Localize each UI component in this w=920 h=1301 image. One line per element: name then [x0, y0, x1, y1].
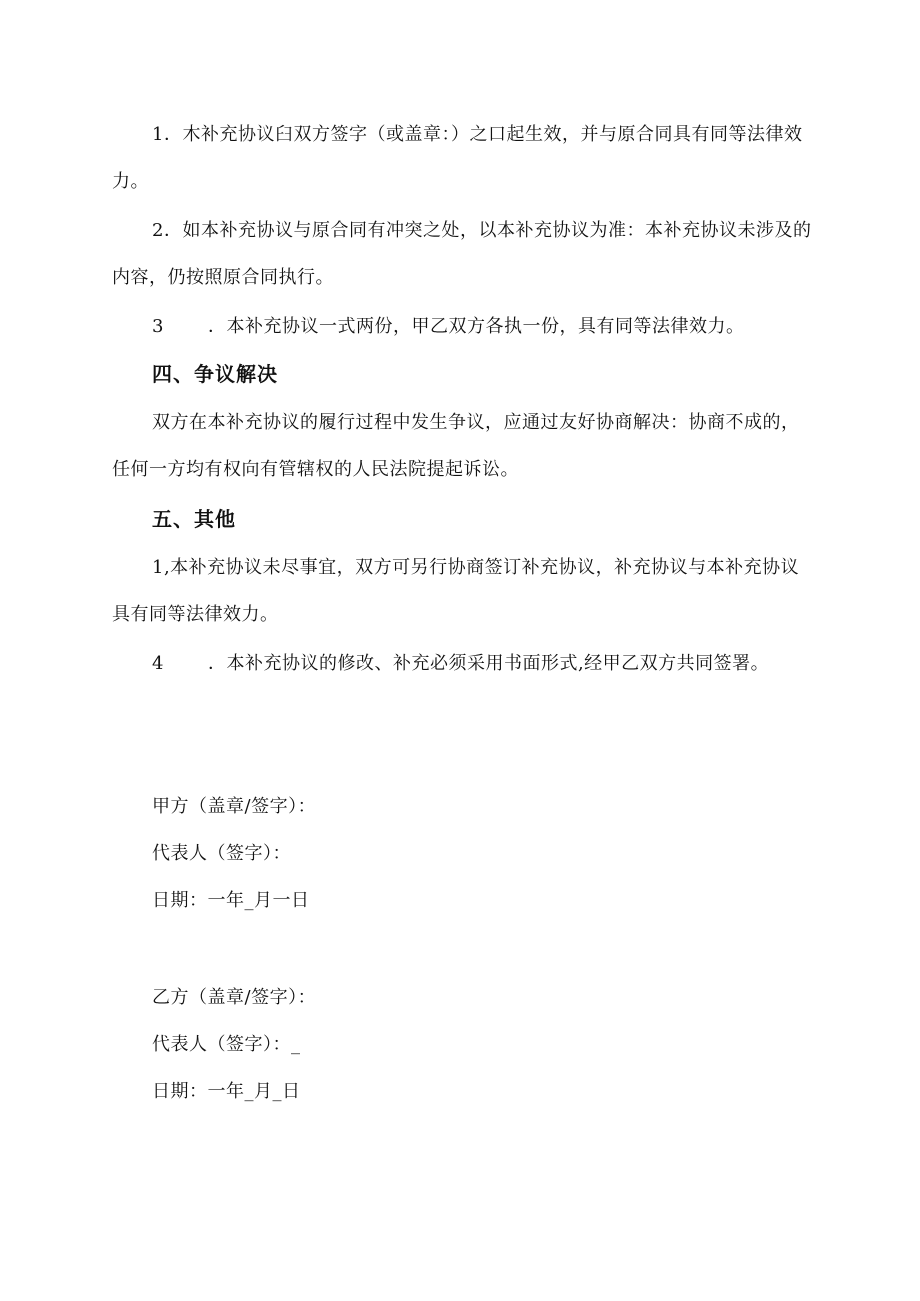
clause-2: 2．如本补充协议与原合同有冲突之处，以本补充协议为准：本补充协议未涉及的内容，仍按照原合同执行。	[112, 220, 812, 288]
clause-1	[112, 111, 812, 205]
section-4-heading: 四、争议解决	[152, 362, 278, 386]
section-5-item-2-text: ．本补充协议的修改、补充必须采用书面形式,经甲乙双方共同签署。	[207, 653, 770, 674]
party-b-seal-line: 乙方（盖章/签字）：	[152, 987, 317, 1008]
clause-3-text: ．本补充协议一式两份，甲乙双方各执一份，具有同等法律效力。	[207, 316, 745, 337]
section-5-item-1: 1,本补充协议未尽事宜，双方可另行协商签订补充协议，补充协议与本补充协议具有同等法律效力。	[112, 557, 800, 625]
section-5-heading: 五、其他	[152, 507, 236, 531]
section-5-item-2	[112, 640, 812, 687]
party-a-date-line: 日期：一年_月一日	[152, 890, 310, 911]
clause-1-number: 1	[152, 124, 164, 145]
clause-1-text: ．木补充协议臼双方签字（或盖章：）之口起生效，并与原合同具有同等法律效力。	[112, 124, 803, 192]
party-a-representative-line: 代表人（签字）：	[152, 843, 291, 864]
clause-3-number: 3	[152, 316, 164, 337]
party-a-seal-line: 甲方（盖章/签字）：	[152, 796, 317, 817]
party-b-representative-line: 代表人（签字）：_	[152, 1034, 301, 1055]
clause-3	[112, 303, 812, 350]
section-5-item-2-number: 4	[152, 653, 164, 674]
party-b-date-line: 日期：一年_月_日	[152, 1081, 301, 1102]
section-4-body: 双方在本补充协议的履行过程中发生争议，应通过友好协商解决：协商不成的，任何一方均有权向有管辖权的人民法院提起诉讼。	[112, 412, 800, 480]
